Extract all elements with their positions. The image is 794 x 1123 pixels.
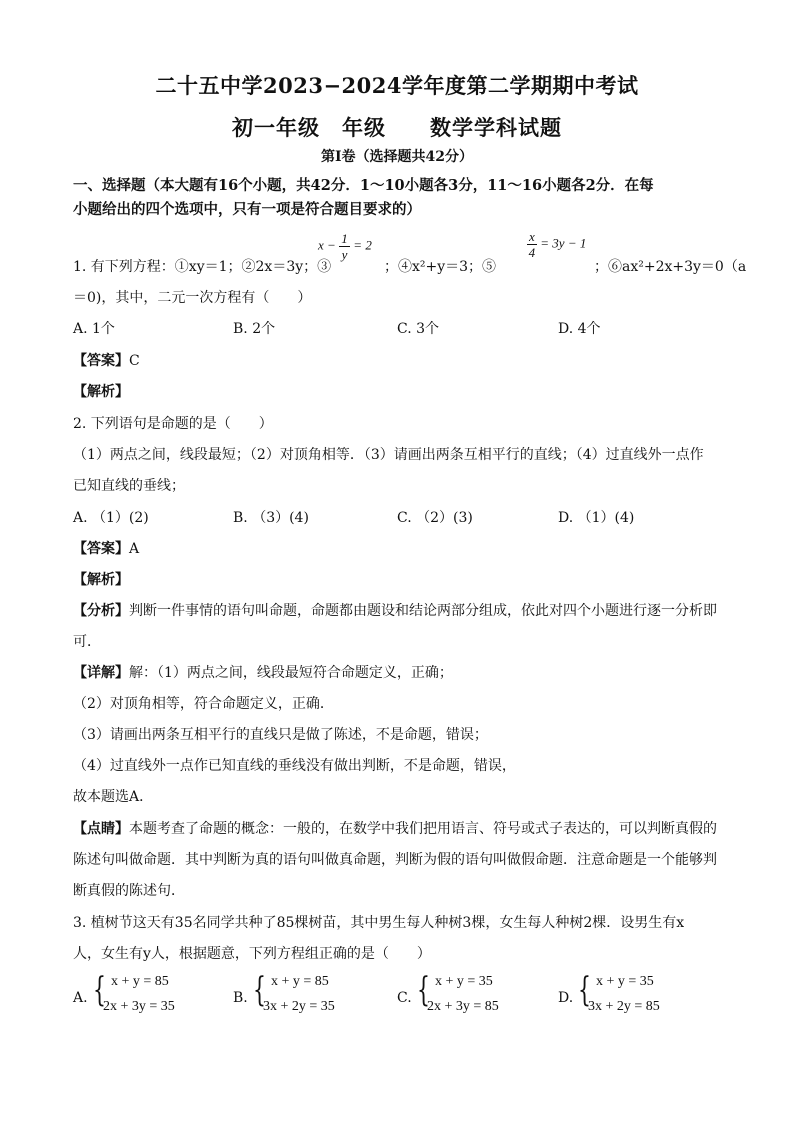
q2-statements-line2: 已知直线的垂线； [73,478,185,494]
q3-stem-line2: 人，女生有y人，根据题意，下列方程组正确的是（ ） [73,946,431,962]
q2-dianjing-line2: 陈述句叫做命题．其中判断为真的语句叫做真命题，判断为假的语句叫做假命题．注意命题是一个能够判 [73,852,717,868]
q2-dianjing-line1: 【点睛】本题考查了命题的概念：一般的，在数学中我们把用语言、符号或式子表达的，可以判断真假的 [73,821,717,837]
q2-option-b: B. （3）(4) [233,510,309,526]
section-heading-line2: 小题给出的四个选项中，只有一项是符合题目要求的） [73,201,421,218]
q1-option-b: B. 2个 [233,321,276,337]
q3-stem-line1: 3. 植树节这天有35名同学共种了85棵树苗，其中男生每人种树3棵，女生每人种树2棵．设男生有x [73,915,685,931]
q1-option-d: D. 4个 [558,321,601,337]
q2-fenxi-line1: 【分析】判断一件事情的语句叫命题，命题都由题设和结论两部分组成，依此对四个小题进行逐一分析即 [73,603,717,619]
q2-option-a: A. （1）(2) [73,510,149,526]
q2-xiangjie-line3: （3）请画出两条互相平行的直线只是做了陈述，不是命题，错误； [73,727,488,743]
volume-heading: 第Ⅰ卷（选择题共42分） [320,149,474,165]
q2-fenxi-line2: 可． [73,634,101,650]
q2-option-c: C. （2）(3) [397,510,473,526]
q1-stem-line2: ＝0)，其中，二元一次方程有（ ） [73,290,312,306]
answer-value: A [129,541,140,557]
q2-xiangjie-line4: （4）过直线外一点作已知直线的垂线没有做出判断，不是命题，错误， [73,758,516,774]
brace-icon: { [417,970,430,1010]
q1-stem-part1: 1. 有下列方程：①xy＝1；②2x＝3y；③ [73,259,332,275]
q1-option-a: A. 1个 [73,321,115,337]
brace-icon: { [93,970,106,1010]
q2-xiangjie-line1: 【详解】解：（1）两点之间，线段最短符合命题定义，正确； [73,665,453,681]
q1-equation-5: $\frac{x}{4}$ = 3y − 1 [528,229,587,260]
q1-option-c: C. 3个 [397,321,440,337]
q2-xiangjie-line5: 故本题选A． [73,789,154,805]
q1-stem-part2: ；④x²+y＝3；⑤ [384,259,497,275]
exam-subtitle: 初一年级 年级 数学学科试题 [232,115,562,140]
answer-value: C [129,353,140,369]
q2-answer [73,538,723,558]
q1-answer [73,350,723,370]
q1-equation-3: x − $\frac{1}{y}$ = 2 [318,231,372,262]
exam-title: 二十五中学2023−2024学年度第二学期期中考试 [155,73,639,98]
q2-statements-line1: （1）两点之间，线段最短；（2）对顶角相等．（3）请画出两条互相平行的直线；（4）过直线外一点作 [73,447,704,463]
q2-dianjing-line3: 断真假的陈述句． [73,883,185,899]
q1-stem-part3: ；⑥ax²+2x+3y＝0（a [594,259,747,275]
q2-option-d: D. （1）(4) [558,510,635,526]
q2-analysis-label: 【解析】 [73,572,129,588]
q1-analysis-label: 【解析】 [73,384,129,400]
section-heading-line1: 一、选择题（本大题有16个小题，共42分．1～10小题各3分，11～16小题各2分．在每 [73,177,654,194]
brace-icon: { [578,970,591,1010]
brace-icon: { [253,970,266,1010]
q2-stem: 2. 下列语句是命题的是（ ） [73,416,273,432]
answer-label: 【答案】 [73,541,129,557]
q2-xiangjie-line2: （2）对顶角相等，符合命题定义，正确． [73,696,334,712]
answer-label: 【答案】 [73,353,129,369]
